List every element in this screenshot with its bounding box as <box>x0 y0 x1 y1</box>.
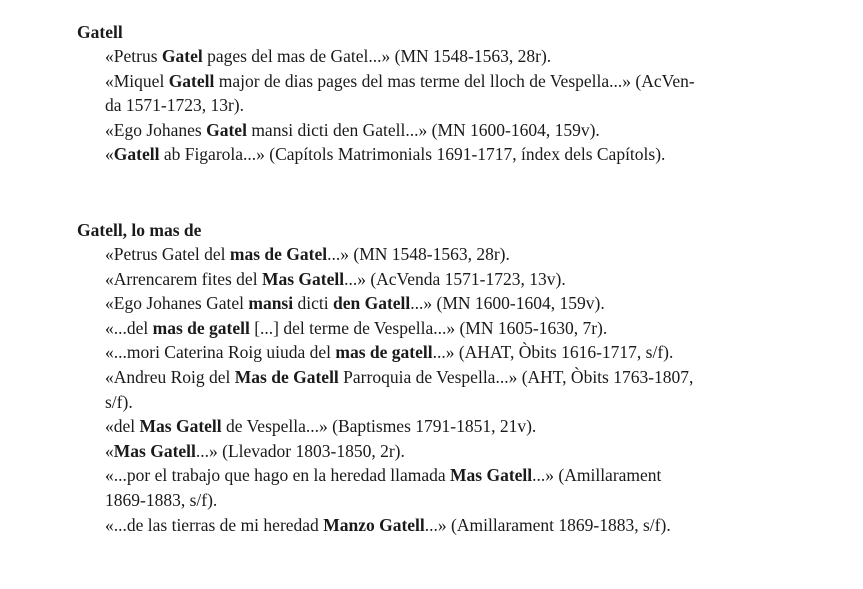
citation-text: s/f). <box>105 391 133 412</box>
citation-text: ...» (Llevador 1803-1850, 2r). <box>195 440 405 461</box>
citation <box>77 513 817 538</box>
citation-list <box>77 242 817 537</box>
citation-emphasis: Gatell <box>113 144 160 165</box>
citation <box>77 267 817 292</box>
citation-text: «Petrus Gatel del <box>105 244 230 264</box>
citation-list <box>77 44 817 167</box>
citation <box>77 69 817 118</box>
citation-emphasis: den Gatell <box>332 293 411 314</box>
citation <box>77 118 817 143</box>
citation-emphasis: Manzo Gatell <box>323 514 425 535</box>
entry-gatell <box>77 20 817 167</box>
citation-text: «Miquel <box>105 70 169 91</box>
citation-text: ...» (Amillarament <box>532 465 662 486</box>
citation-emphasis: Gatel <box>161 46 203 66</box>
citation-emphasis: Gatel <box>206 119 247 140</box>
citation-text: ...» (MN 1548-1563, 28r). <box>327 244 510 264</box>
citation-text: «del <box>105 416 140 437</box>
citation-text: «Petrus <box>105 46 162 66</box>
citation-text: ...» (AHAT, Òbits 1616-1717, s/f). <box>432 342 674 363</box>
citation <box>77 44 817 69</box>
citation-emphasis: Mas Gatell <box>139 416 222 437</box>
citation-text: de Vespella...» (Baptismes 1791-1851, 21v). <box>221 416 537 437</box>
citation-text: « <box>105 144 114 165</box>
citation-text: ...» (AcVenda 1571-1723, 13v). <box>344 268 566 289</box>
citation-text: ...» (Amillarament 1869-1883, s/f). <box>424 514 671 535</box>
citation-text: [...] del terme de Vespella...» (MN 1605-1630, 7r). <box>249 317 608 338</box>
entry-heading: Gatell <box>77 22 123 42</box>
citation-text: « <box>105 440 114 461</box>
citation-text: «...del <box>105 317 153 338</box>
citation-emphasis: mas de Gatel <box>229 244 328 264</box>
citation-text: «...mori Caterina Roig uiuda del <box>105 342 336 363</box>
citation <box>77 316 817 341</box>
citation-emphasis: mansi <box>248 293 294 314</box>
citation-text: major de dias pages del mas terme del lloch de Vespella...» (AcVen- <box>214 70 695 91</box>
citation-text: «...de las tierras de mi heredad <box>105 514 324 535</box>
citation <box>77 242 817 267</box>
citation-text: da 1571-1723, 13r). <box>105 95 245 116</box>
citation-emphasis: Mas Gatell <box>113 440 196 461</box>
entry-gatell-lo-mas-de <box>77 218 817 537</box>
citation <box>77 291 817 316</box>
citation-text: «Andreu Roig del <box>105 366 235 387</box>
citation <box>77 463 817 512</box>
citation-emphasis: mas de gatell <box>152 317 250 338</box>
citation-text: pages del mas de Gatel...» (MN 1548-1563, 28r). <box>202 46 552 66</box>
citation <box>77 439 817 464</box>
citation-text: ab Figarola...» (Capítols Matrimonials 1691-1717, índex dels Capítols). <box>159 144 666 165</box>
citation-text: «...por el trabajo que hago en la heredad llamada <box>105 465 450 486</box>
citation-text: Parroquia de Vespella...» (AHT, Òbits 1763-1807, <box>338 366 694 387</box>
citation-text: mansi dicti den Gatell...» (MN 1600-1604, 159v). <box>246 119 600 140</box>
citation-emphasis: Mas Gatell <box>450 465 533 486</box>
citation-text: 1869-1883, s/f). <box>105 489 218 510</box>
citation-emphasis: Mas de Gatell <box>234 366 339 387</box>
citation-emphasis: mas de gatell <box>335 342 433 363</box>
citation-text: «Ego Johanes <box>105 119 207 140</box>
citation-text: dicti <box>293 293 333 314</box>
entry-heading: Gatell, lo mas de <box>77 220 202 240</box>
citation <box>77 340 817 365</box>
citation-text: «Ego Johanes Gatel <box>105 293 249 314</box>
citation <box>77 365 817 414</box>
citation <box>77 142 817 167</box>
citation-emphasis: Gatell <box>168 70 215 91</box>
citation-text: «Arrencarem fites del <box>105 268 262 289</box>
citation-emphasis: Mas Gatell <box>261 268 345 289</box>
citation-text: ...» (MN 1600-1604, 159v). <box>410 293 605 314</box>
citation <box>77 414 817 439</box>
